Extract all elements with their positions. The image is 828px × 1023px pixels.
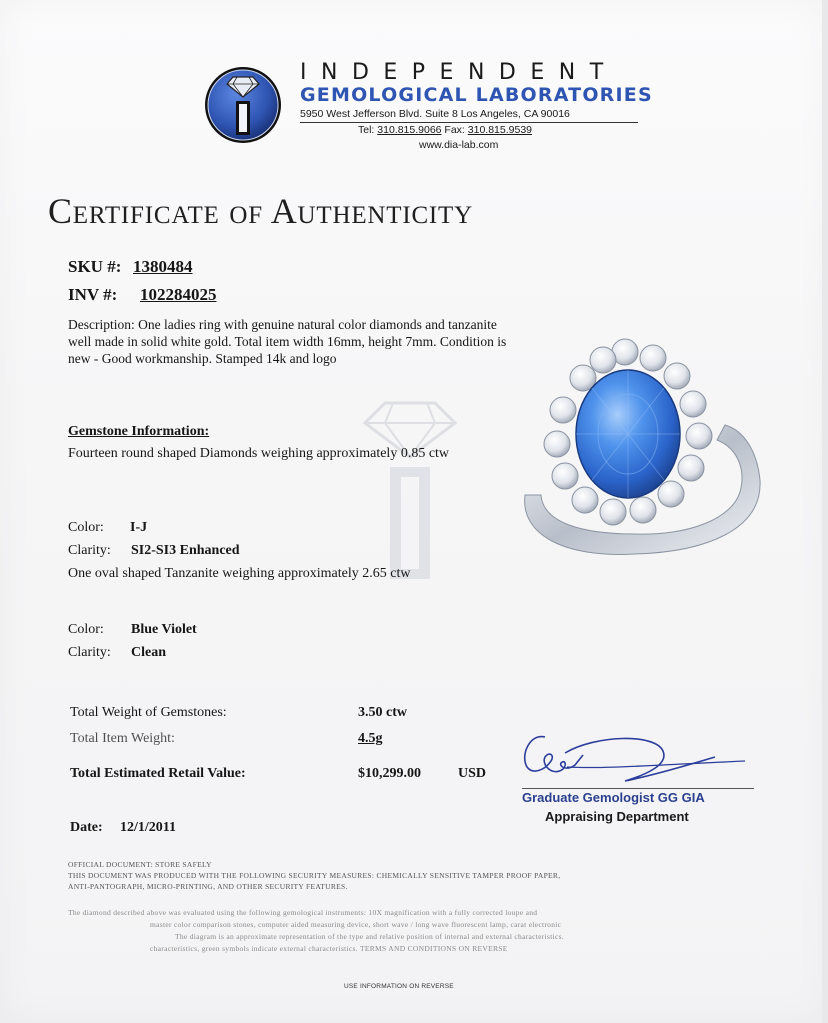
sku-value: 1380484 [133, 257, 193, 276]
ring-photo [505, 330, 770, 560]
fine-print-line6: The diagram is an approximate representation of the type and relative position of internal and external characteristics. [175, 932, 564, 941]
tanzanite-clarity-value: Clean [131, 645, 166, 660]
diamond-color-value: I-J [130, 520, 148, 535]
diamond-clarity-label: Clarity: [68, 543, 111, 558]
tanzanite-clarity-label: Clarity: [68, 645, 111, 660]
gem-weight-value: 3.50 ctw [358, 705, 407, 720]
footer-note: USE INFORMATION ON REVERSE [344, 983, 454, 990]
tanzanite-color-value: Blue Violet [131, 622, 197, 637]
gemstone-heading: Gemstone Information: [68, 424, 210, 439]
currency: USD [458, 766, 487, 781]
lab-phone-fax [358, 124, 532, 136]
tel-label: Tel: [358, 124, 375, 136]
fine-print-line7: characteristics, green symbols indicate external characteristics. TERMS AND CONDITIONS ON REVERSE [150, 944, 508, 953]
tanzanite-summary: One oval shaped Tanzanite weighing approximately 2.65 ctw [68, 566, 411, 581]
inv-label: INV #: [68, 285, 118, 304]
diamond-summary: Fourteen round shaped Diamonds weighing approximately 0.85 ctw [68, 446, 450, 461]
fine-print-line3: ANTI-PANTOGRAPH, MICRO-PRINTING, AND OTHER SECURITY FEATURES. [68, 882, 348, 891]
date-label: Date: [70, 820, 103, 835]
fine-print-line5: master color comparison stones, computer aided measuring device, short wave / long wave fluorescent lamp, carat electronic [150, 920, 562, 929]
inv-value: 102284025 [140, 285, 217, 304]
fax-label: Fax: [444, 124, 465, 136]
retail-value: $10,299.00 [358, 766, 421, 781]
tanzanite-color-label: Color: [68, 622, 104, 637]
lab-address: 5950 West Jefferson Blvd. Suite 8 Los Angeles, CA 90016 [300, 108, 570, 120]
gem-weight-label: Total Weight of Gemstones: [70, 705, 227, 720]
diamond-color-label: Color: [68, 520, 104, 535]
lab-name-line1: INDEPENDENT [300, 60, 618, 85]
tel-number: 310.815.9066 [377, 124, 442, 136]
page-edge [822, 0, 828, 1023]
header-rule [300, 122, 638, 123]
diamond-badge-icon [203, 65, 283, 145]
fine-print-line2: THIS DOCUMENT WAS PRODUCED WITH THE FOLLOWING SECURITY MEASURES: CHEMICALLY SENSITIVE TAMPER PROOF PAPER, [68, 871, 561, 880]
item-weight-value: 4.5g [358, 731, 383, 746]
date-value: 12/1/2011 [120, 820, 177, 835]
signature-rule [522, 788, 754, 789]
retail-value-label: Total Estimated Retail Value: [70, 766, 246, 781]
lab-name-line2: GEMOLOGICAL LABORATORIES [300, 84, 653, 106]
fine-print-line1: OFFICIAL DOCUMENT: STORE SAFELY [68, 860, 212, 869]
fine-print-line4: The diamond described above was evaluated using the following gemological instruments: 10X magnification with a fully corrected loupe and [68, 908, 538, 917]
item-weight-label: Total Item Weight: [70, 731, 175, 746]
watermark-logo-icon [355, 395, 465, 585]
certificate-title: Certificate of Authenticity [48, 191, 473, 231]
diamond-clarity-value: SI2-SI3 Enhanced [131, 543, 240, 558]
signatory-title: Graduate Gemologist GG GIA [522, 790, 705, 805]
item-description: Description: One ladies ring with genuine natural color diamonds and tanzanite well made in solid white gold. Total item width 16mm, height 7mm. Condition is new - Good workmanship. Stamped 14k and logo [68, 317, 507, 366]
lab-website: www.dia-lab.com [419, 139, 499, 151]
signature-image [505, 725, 755, 795]
sku-label: SKU #: [68, 257, 122, 276]
fax-number: 310.815.9539 [467, 124, 532, 136]
signatory-department: Appraising Department [545, 809, 689, 824]
